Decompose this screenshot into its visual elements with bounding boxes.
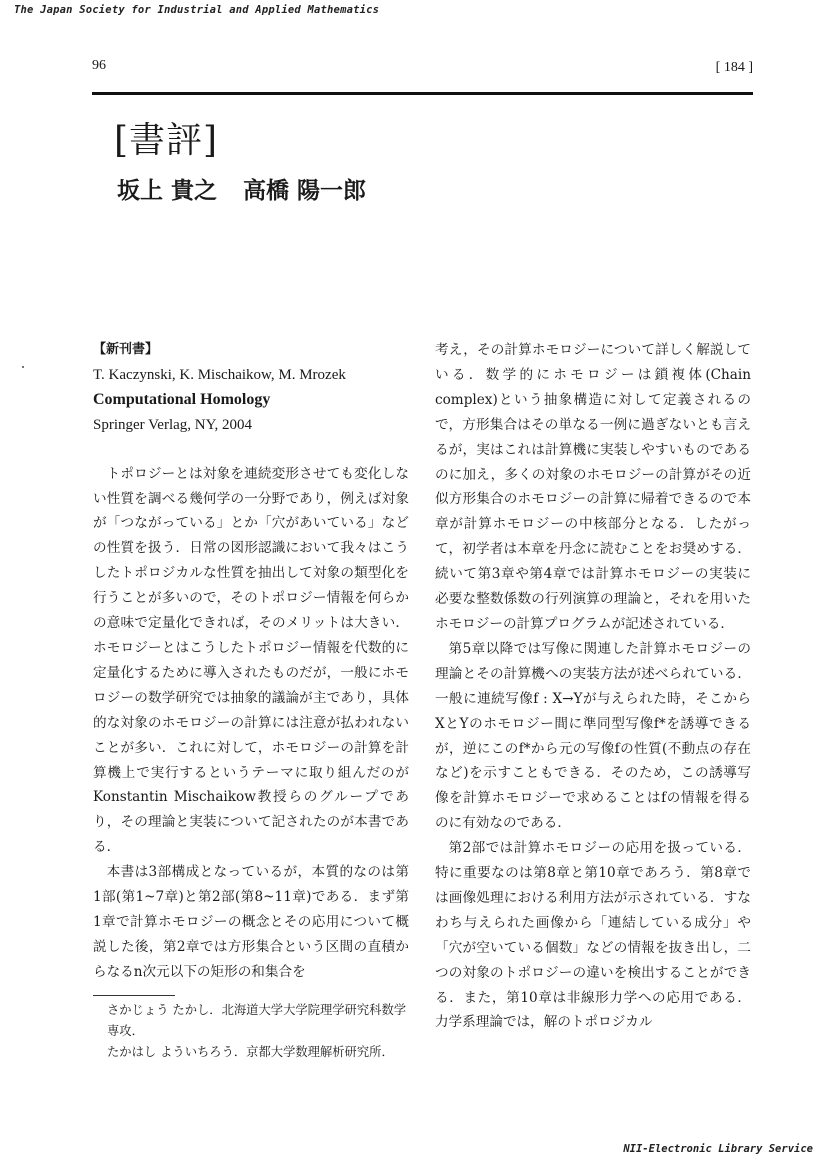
spacer [93, 438, 409, 462]
author-1: 坂上 貴之 [117, 177, 218, 204]
left-column [93, 338, 409, 985]
book-authors: T. Kaczynski, K. Mischaikow, M. Mrozek [93, 366, 346, 383]
section-title: [書評] [114, 120, 219, 161]
page-reference: [ 184 ] [715, 60, 753, 75]
society-header: The Japan Society for Industrial and Applied Mathematics [14, 4, 380, 16]
page-number: 96 [92, 58, 106, 73]
book-title: Computational Homology [93, 390, 271, 408]
header-rule [92, 92, 753, 95]
review-authors [117, 172, 366, 205]
footnote-rule [93, 995, 175, 996]
right-column [435, 338, 751, 1035]
body-paragraph: 第5章以降では写像に関連した計算ホモロジーの理論とその計算機への実装方法が述べられている．一般に連続写像f : X→Yが与えられた時，そこからXとYのホモロジー間に準同型写像f*を誘導できるが，逆にこのf*から元の写像fの性質(不動点の存在など)を示すこともできる．そのため，この誘導写像を計算ホモロジーで求めることはfの情報を得るのに有効なのである． [435, 640, 751, 832]
book-publisher: Springer Verlag, NY, 2004 [93, 416, 253, 433]
footnote: さかじょう たかし．北海道大学大学院理学研究科数学専攻． [107, 1003, 407, 1038]
body-paragraph: トポロジーとは対象を連続変形させても変化しない性質を調べる幾何学の一分野であり，例えば対象が「つながっている」とか「穴があいている」などの性質を扱う．日常の図形認識において我々はこうしたトポロジカルな性質を抽出して対象の類型化を行うことが多いので，そのトポロジー情報を何らかの意味で定量化できれば，そのメリットは大きい．ホモロジーとはこうしたトポロジー情報を代数的に定量化するために導入されたものだが，一般にホモロジーの数学研究では抽象的議論が主であり，具体的な対象のホモロジーの計算には注意が払われないことが多い．これに対して，ホモロジーの計算を計算機上で実行するというテーマに取り組んだのがKonstantin Mischaikow教授らのグループであり，その理論と実装について記されたのが本書である． [93, 465, 409, 856]
scan-speck [22, 366, 24, 368]
new-book-label: 【新刊書】 [93, 342, 159, 357]
footnotes [93, 1000, 409, 1063]
body-paragraph: 考え，その計算ホモロジーについて詳しく解説している．数学的にホモロジーは鎖複体(Chain complex)という抽象構造に対して定義されるので，方形集合はその単なる一例に過ぎないとも言えるが，実はこれは計算機に実装しやすいものであるのに加え，多くの対象のホモロジーの計算がその近似方形集合のホモロジーの計算に帰着できるので本章が計算ホモロジーの中核部分となる．したがって，初学者は本章を丹念に読むことをお奨めする．続いて第3章や第4章では計算ホモロジーの実装に必要な整数係数の行列演算の理論と，それを用いたホモロジーの計算プログラムが記述されている． [435, 342, 751, 632]
body-paragraph: 本書は3部構成となっているが，本質的なのは第1部(第1~7章)と第2部(第8~11章)である．まず第1章で計算ホモロジーの概念とその応用について概説した後，第2章では方形集合という区間の直積からなるn次元以下の矩形の和集合を [93, 864, 409, 980]
body-paragraph: 第2部では計算ホモロジーの応用を扱っている．特に重要なのは第8章と第10章であろう．第8章では画像処理における利用方法が示されている．すなわち与えられた画像から「連結している成分」や「穴が空いている個数」などの情報を抜き出し，二つの対象のトポロジーの違いを検出することができる．また，第10章は非線形力学への応用である．力学系理論では，解のトポロジカル [435, 840, 751, 1031]
author-2: 高橋 陽一郎 [243, 177, 367, 204]
library-footer: NII-Electronic Library Service [623, 1143, 813, 1155]
footnote: たかはし よういちろう．京都大学数理解析研究所． [107, 1045, 394, 1059]
